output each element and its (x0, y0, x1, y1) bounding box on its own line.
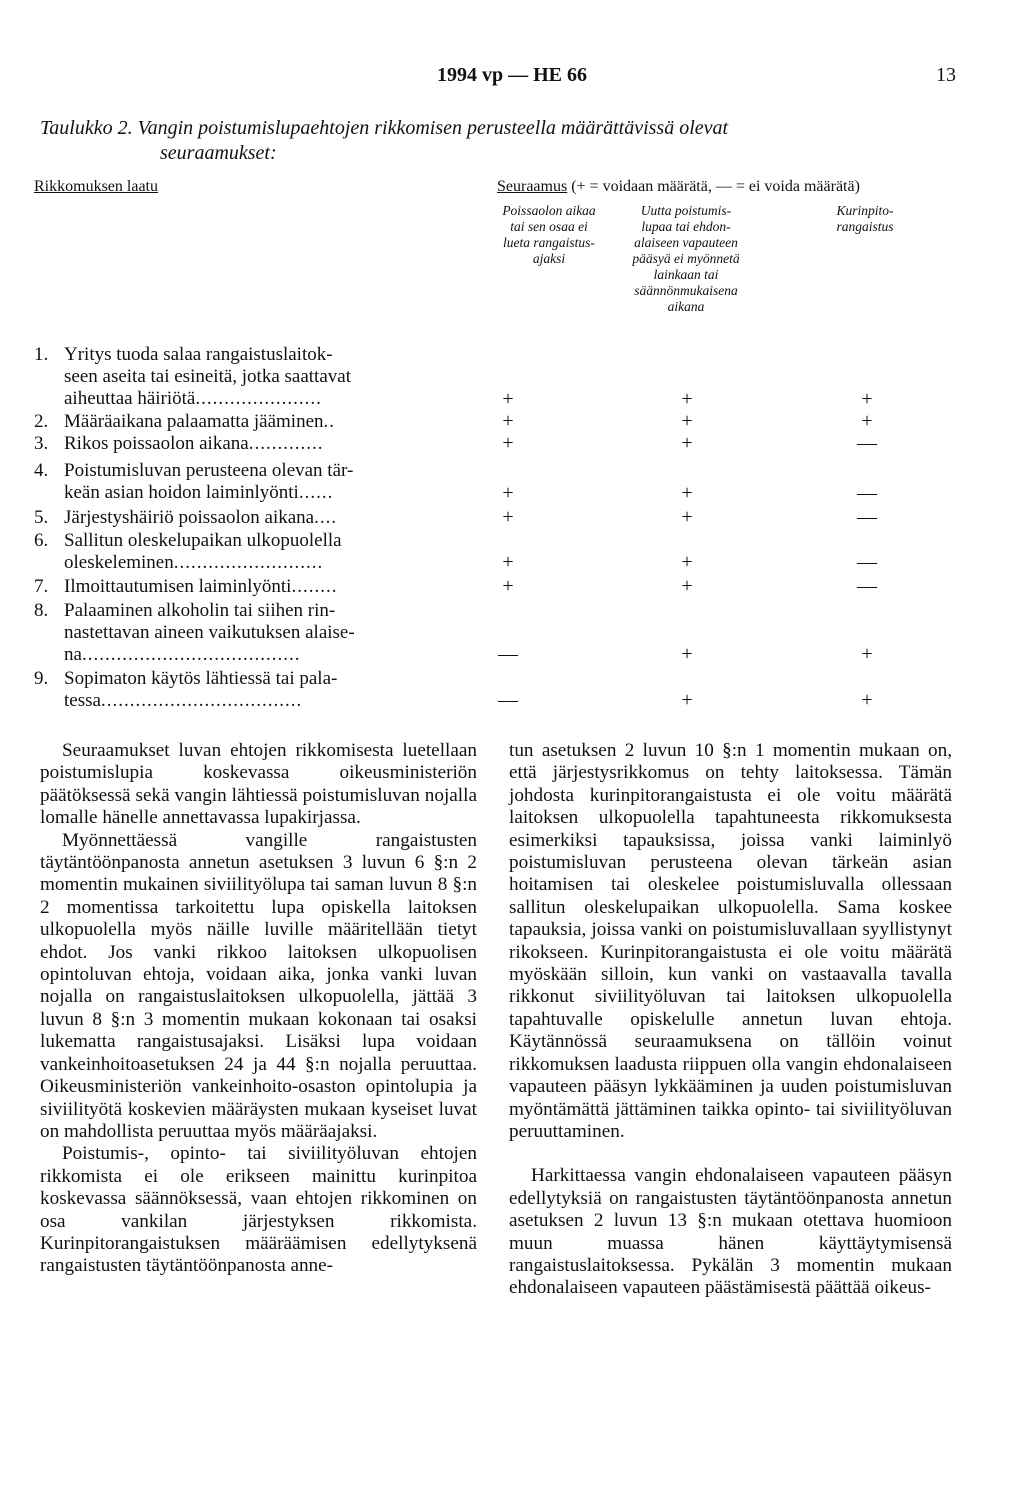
mark-r9-c1: — (498, 689, 518, 711)
row-text-line: na (64, 644, 82, 665)
mark-r7-c1: + (502, 575, 514, 597)
table-row-6-label (34, 530, 429, 574)
mark-r9-c2: + (681, 689, 693, 711)
column-header-consequence (497, 178, 860, 196)
mark-r3-c1: + (502, 432, 514, 454)
subheader-line: Kurinpito- (836, 203, 894, 218)
row-text-line: nastettavan aineen vaikutuksen alaise- (64, 622, 355, 643)
table-row-3-label (34, 433, 429, 455)
mark-r6-c3: — (857, 551, 877, 573)
row-number: 7. (34, 576, 49, 597)
subheader-line: säännönmukaisena (634, 283, 738, 298)
mark-r1-c1: + (502, 388, 514, 410)
body-paragraph: Poistumis-, opinto- tai siviilityöluvan ehtojen rikkomista ei ole erikseen mainittu kurinpitoa koskevassa säännöksessä, vaan ehtojen rikkominen on osa vankilan järjestyksen rikkomista. Kurinpitorangaistuksen määräämisen edellytyksenä rangaistusten täytäntöönpanosta anne- (40, 1143, 477, 1277)
row-text-line: Poistumisluvan perusteena olevan tär- (64, 460, 354, 481)
row-text-line: Rikos poissaolon aikana (64, 433, 249, 454)
subheader-line: lainkaan tai (653, 267, 719, 282)
subheader-absence-time (484, 203, 614, 267)
subheader-line: ajaksi (532, 251, 566, 266)
table-row-8-label (34, 600, 429, 666)
subheader-line: lueta rangaistus- (503, 235, 595, 250)
mark-r6-c2: + (681, 551, 693, 573)
mark-r1-c2: + (681, 388, 693, 410)
mark-r8-c1: — (498, 643, 518, 665)
consequence-label: Seuraamus (497, 178, 568, 195)
row-text-line: Järjestyshäiriö poissaolon aikana (64, 507, 315, 528)
row-text-line: Ilmoittautumisen laiminlyönti (64, 576, 292, 597)
table-row-9-label (34, 668, 429, 712)
mark-r4-c2: + (681, 482, 693, 504)
leader-dots: ............. (248, 433, 324, 454)
caption-line-2: seuraamukset: (160, 142, 277, 164)
mark-r9-c3: + (861, 689, 873, 711)
row-text-line: aiheuttaa häiriötä (64, 388, 196, 409)
mark-r3-c2: + (681, 432, 693, 454)
mark-r5-c2: + (681, 506, 693, 528)
row-text-line: Yritys tuoda salaa rangaistuslaitok- (64, 344, 333, 365)
body-paragraph: Seuraamukset luvan ehtojen rikkomisesta luetellaan poistumislupia koskevassa oikeusministeriön päätöksessä sekä vangin lähtiessä poistumisluvan nojalla lomalle hänelle annettavassa lupakirjassa. (40, 740, 477, 829)
subheader-new-permit (606, 203, 766, 315)
leader-dots: .. (323, 411, 336, 432)
table-row-5-label (34, 507, 429, 529)
mark-r5-c3: — (857, 506, 877, 528)
row-text-line: oleskeleminen (64, 552, 174, 573)
body-column-left (40, 740, 477, 1278)
row-text-line: Määräaikana palaamatta jääminen (64, 411, 324, 432)
leader-dots: .......................... (173, 552, 324, 573)
leader-dots: .... (314, 507, 338, 528)
body-column-right (509, 740, 952, 1300)
table-row-7-label (34, 576, 429, 598)
subheader-line: pääsyä ei myönnetä (632, 251, 740, 266)
mark-r4-c1: + (502, 482, 514, 504)
row-number: 1. (34, 344, 49, 365)
subheader-line: Poissaolon aikaa (502, 203, 596, 218)
mark-r8-c3: + (861, 643, 873, 665)
page-number: 13 (936, 64, 956, 86)
row-text-line: keän asian hoidon laiminlyönti (64, 482, 299, 503)
leader-dots: ...... (298, 482, 334, 503)
row-number: 4. (34, 460, 49, 481)
body-paragraph: Harkittaessa vangin ehdonalaiseen vapauteen pääsyn edellytyksiä on rangaistusten täytäntöönpanosta annetun asetuksen 2 luvun 13 §:n mukaan otettava huomioon muun muassa hänen käyttäytymisensä rangaistuslaitoksessa. Pykälän 3 momentin mukaan ehdonalaiseen vapauteen päästämisestä päättää oikeus- (509, 1165, 952, 1299)
leader-dots: ................................... (100, 690, 303, 711)
mark-r6-c1: + (502, 551, 514, 573)
row-text-line: seen aseita tai esineitä, jotka saattavat (64, 366, 351, 387)
subheader-line: tai sen osaa ei (510, 219, 588, 234)
subheader-line: rangaistus (836, 219, 894, 234)
table-caption (40, 116, 940, 166)
leader-dots: ...................................... (81, 644, 301, 665)
row-number: 5. (34, 507, 49, 528)
row-text-line: Palaaminen alkoholin tai siihen rin- (64, 600, 336, 621)
mark-r5-c1: + (502, 506, 514, 528)
column-header-violation: Rikkomuksen laatu (34, 178, 158, 195)
row-text-line: Sopimaton käytös lähtiessä tai pala- (64, 668, 338, 689)
mark-r7-c3: — (857, 575, 877, 597)
mark-r4-c3: — (857, 482, 877, 504)
caption-line-1: Taulukko 2. Vangin poistumislupaehtojen rikkomisen perusteella määrättävissä olevat (40, 117, 729, 139)
subheader-line: Uutta poistumis- (640, 203, 732, 218)
mark-r1-c3: + (861, 388, 873, 410)
subheader-line: lupaa tai ehdon- (641, 219, 731, 234)
mark-r3-c3: — (857, 432, 877, 454)
body-paragraph: Myönnettäessä vangille rangaistusten täytäntöönpanosta annetun asetuksen 3 luvun 6 §:n 2 momentin mukainen siviilityölupa tai saman luvun 8 §:n 2 momentissa tarkoitettu lupa opiskella laitoksen ulkopuolella myös näille luville määritellään tietyt ehdot. Jos vanki rikkoo laitoksen ulkopuolisen opintoluvan ehtoja, voidaan aika, jonka vanki luvan nojalla on rangaistuslaitoksen ulkopuolella, jättää 3 luvun 8 §:n 3 momentin mukaan kokonaan tai osaksi lukematta rangaistusajaksi. Lisäksi lupa voidaan vankeinhoitoasetuksen 24 ja 44 §:n nojalla peruuttaa. Oikeusministeriön vankeinhoito-osaston opintolupia ja siviilityötä koskevien määräysten mukaan kyseiset luvat on mahdollista peruuttaa myös määräajaksi. (40, 829, 477, 1142)
mark-r7-c2: + (681, 575, 693, 597)
running-header: 1994 vp — HE 66 (436, 64, 588, 86)
row-number: 9. (34, 668, 49, 689)
table-row-4-label (34, 460, 429, 504)
row-text-line: Sallitun oleskelupaikan ulkopuolella (64, 530, 342, 551)
subheader-line: aikana (667, 299, 705, 314)
subheader-line: alaiseen vapauteen (634, 235, 738, 250)
row-number: 3. (34, 433, 49, 454)
subheader-disciplinary (810, 203, 920, 235)
mark-r2-c2: + (681, 410, 693, 432)
mark-r2-c3: + (861, 410, 873, 432)
leader-dots: ........ (291, 576, 338, 597)
table-row-1-label (34, 344, 429, 410)
mark-r2-c1: + (502, 410, 514, 432)
row-number: 6. (34, 530, 49, 551)
row-text-line: tessa (64, 690, 101, 711)
row-number: 2. (34, 411, 49, 432)
consequence-legend: (+ = voidaan määrätä, — = ei voida määrätä) (571, 178, 860, 195)
row-number: 8. (34, 600, 49, 621)
body-paragraph: tun asetuksen 2 luvun 10 §:n 1 momentin mukaan on, että järjestysrikkomus on tehty laitoksessa. Tämän johdosta kurinpitorangaistusta ei ole voitu määrätä laitoksen ulkopuolella tapahtuneesta rikkomuksesta esimerkiksi tapauksissa, joissa vanki laiminlyö poistumisluvan perusteena olevan tärkeän asian hoitamisen tai oleskelee poistumisluvalla ollessaan sallitun oleskelupaikan ulkopuolella. Sama koskee tapauksia, joissa vanki on poistumisluvallaan syyllistynyt rikokseen. Kurinpitorangaistusta ei ole voitu määrätä myöskään silloin, kun vanki on vastaavalla tavalla rikkonut siviilityöluvan tai laitoksen ulkopuolella tapahtuvalle opiskelulle annetun luvan ehtoja. Käytännössä seuraamuksena on tällöin voinut rikkomuksen laadusta riippuen olla vangin ehdonalaiseen vapauteen pääsyn lykkääminen ja uuden poistumisluvan myöntämättä jättäminen taikka opinto- tai siviilityöluvan peruuttaminen. (509, 740, 952, 1142)
table-row-2-label (34, 411, 429, 433)
leader-dots: ...................... (195, 388, 322, 409)
mark-r8-c2: + (681, 643, 693, 665)
